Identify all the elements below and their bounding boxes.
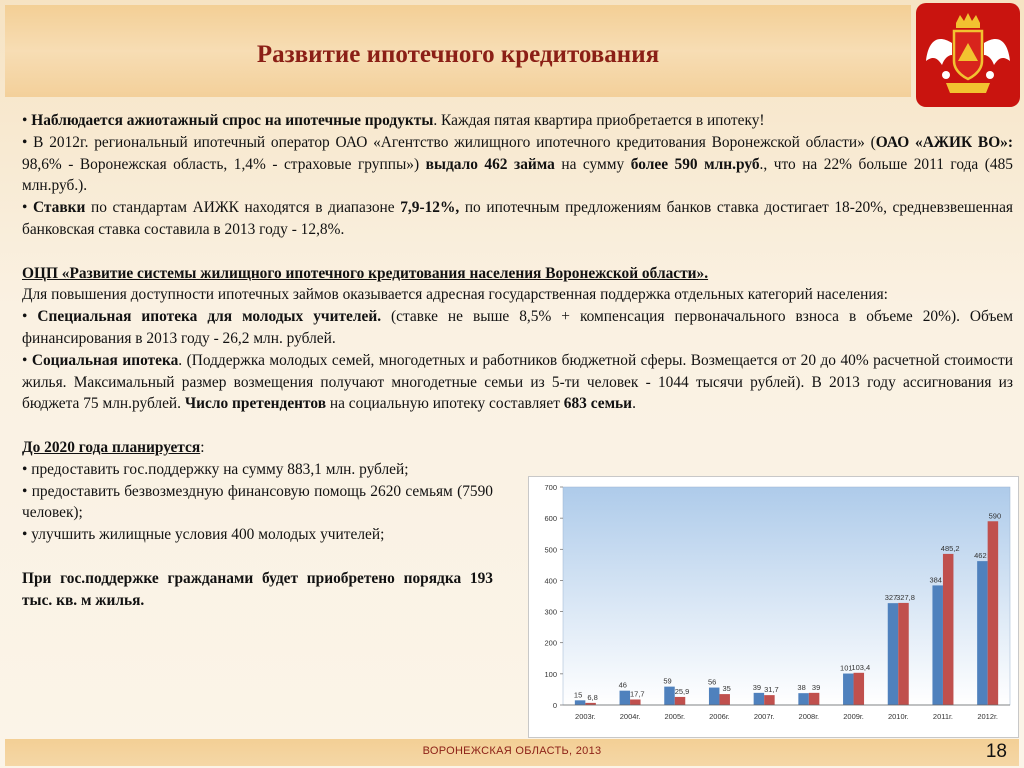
- y-tick-label: 700: [544, 483, 557, 492]
- data-label: 38: [797, 683, 806, 693]
- data-label: 25,9: [674, 686, 690, 696]
- data-label: 327: [884, 593, 898, 603]
- data-label: 59: [663, 676, 672, 686]
- spacer: [22, 415, 493, 437]
- bar-amount: [809, 693, 820, 705]
- paragraph-demand: [22, 110, 1013, 132]
- plan-item-text: предоставить гос.поддержку на сумму 883,1 млн. рублей;: [31, 460, 409, 478]
- bar-amount: [764, 695, 775, 705]
- y-tick-label: 400: [544, 576, 557, 586]
- bar-amount: [988, 521, 999, 705]
- data-label: 384: [929, 575, 942, 585]
- bullet: •: [22, 526, 28, 544]
- bullet: •: [22, 460, 28, 478]
- bar-amount: [898, 603, 909, 705]
- bullet: •: [22, 482, 28, 500]
- x-tick-label: 2006г.: [709, 712, 730, 721]
- data-label: 56: [708, 677, 717, 687]
- data-label: 15: [573, 690, 583, 700]
- bar-amount: [854, 673, 865, 705]
- page-number: 18: [985, 741, 1007, 762]
- y-tick-label: 0: [552, 701, 557, 710]
- paragraph-rates: [22, 197, 1013, 241]
- x-tick-label: 2007г.: [753, 712, 775, 721]
- social-bold-2: Число претендентов: [181, 395, 327, 413]
- operator-text-2: 98,6% - Воронежская область, 1,4% - страховые группы»): [22, 155, 420, 173]
- teachers-text: (ставке не выше 8,5% + компенсация первоначального взноса в объеме 20%). Объем финансирования в 2013 году - 26,2 млн. рублей.: [22, 308, 1013, 347]
- bar-amount: [675, 697, 686, 705]
- data-label: 6,8: [587, 692, 598, 702]
- paragraph-support: Для повышения доступности ипотечных займов оказывается адресная государственная поддержка отдельных категорий населения:: [22, 286, 888, 304]
- social-bold-3: 683 семьи: [563, 395, 633, 413]
- rates-bold-1: Ставки: [33, 199, 86, 217]
- plan-heading-line: [22, 437, 493, 459]
- demand-bold: Наблюдается ажиотажный спрос на ипотечные продукты: [31, 112, 434, 129]
- x-tick-label: 2012г.: [977, 712, 998, 721]
- y-tick-label: 100: [544, 669, 557, 679]
- paragraph-social: [22, 350, 1013, 415]
- voronezh-coat-of-arms-icon: [916, 3, 1020, 107]
- y-tick-label: 300: [544, 607, 557, 617]
- data-label: 31,7: [764, 685, 779, 695]
- bar-loans: [754, 693, 765, 705]
- footer-text: ВОРОНЕЖСКАЯ ОБЛАСТЬ, 2013: [422, 745, 602, 757]
- coat-of-arms-badge: [916, 3, 1020, 107]
- operator-bold-2: выдало 462 займа: [419, 155, 555, 173]
- bar-loans: [843, 674, 854, 705]
- x-tick-label: 2003г.: [575, 712, 596, 721]
- data-label: 39: [811, 682, 821, 692]
- bar-amount: [943, 554, 954, 705]
- bar-amount: [719, 694, 730, 705]
- data-label: 35: [722, 684, 731, 694]
- plan-item: [22, 481, 493, 525]
- data-label: 46: [618, 680, 627, 690]
- x-tick-label: 2008г.: [798, 712, 820, 721]
- paragraph-operator: [22, 132, 1013, 197]
- data-label: 103,4: [851, 662, 871, 672]
- teachers-bold: Специальная ипотека для молодых учителей.: [37, 308, 382, 326]
- bullet: •: [22, 133, 28, 151]
- demand-text: . Каждая пятая квартира приобретается в ипотеку!: [433, 112, 765, 129]
- bar-loans: [798, 693, 809, 705]
- x-tick-label: 2004г.: [619, 712, 641, 721]
- bar-loans: [709, 688, 720, 705]
- bullet: •: [22, 351, 28, 369]
- header-banner: [5, 5, 911, 97]
- y-tick-label: 600: [544, 514, 557, 524]
- bar-loans: [575, 700, 586, 705]
- bar-loans: [664, 687, 675, 705]
- data-label: 39: [752, 682, 762, 692]
- operator-bold-3: более 590 млн.руб: [630, 155, 760, 173]
- bullet: •: [22, 308, 28, 326]
- data-label: 327,8: [896, 592, 915, 602]
- page-title: Развитие ипотечного кредитования: [256, 41, 660, 68]
- rates-text-1: по стандартам АИЖК находятся в диапазоне: [85, 199, 401, 217]
- x-tick-label: 2010г.: [887, 712, 909, 721]
- bullet: •: [22, 112, 28, 129]
- x-tick-label: 2005г.: [664, 712, 686, 721]
- social-text-3: .: [632, 395, 636, 413]
- conclusion: [22, 568, 493, 612]
- data-label: 590: [988, 511, 1002, 521]
- rates-bold-2: 7,9-12%,: [400, 199, 460, 217]
- ocp-heading: ОЦП «Развитие системы жилищного ипотечного кредитования населения Воронежской области».: [22, 264, 709, 282]
- x-tick-label: 2011г.: [932, 712, 953, 721]
- plan-item-text: предоставить безвозмездную финансовую помощь 2620 семьям (7590 человек);: [22, 482, 493, 522]
- chart-canvas: [529, 477, 1018, 737]
- y-tick-label: 500: [544, 545, 557, 555]
- bar-loans: [932, 585, 943, 705]
- data-label: 17,7: [629, 689, 645, 699]
- social-text-2: на социальную ипотеку составляет: [326, 395, 564, 413]
- bar-loans: [888, 603, 899, 705]
- social-text-1: . (Поддержка молодых семей, многодетных и работников бюджетной сферы. Возмещается от 20 до 40% расчетной стоимости жилья. Максимальный размер возмещения получают многодетные семьи из 5-ти человек - 1044 тысячи рублей). В 2013 году ассигнования из бюджета 75 млн.рублей.: [22, 351, 1013, 413]
- social-bold-1: Социальная ипотека: [31, 351, 179, 369]
- plan-section: [22, 415, 493, 611]
- rates-text-2: по ипотечным предложениям банков ставка достигает 18-20%, средневзвешенная банковская ставка составила в 2013 году - 12,8%.: [22, 199, 1013, 238]
- data-label: 101: [840, 663, 853, 673]
- bar-loans: [977, 561, 988, 705]
- mortgage-chart: [528, 476, 1019, 738]
- bar-amount: [630, 699, 641, 705]
- data-label: 485,2: [940, 543, 960, 553]
- paragraph-teachers: [22, 306, 1013, 350]
- bar-loans: [620, 691, 631, 705]
- spacer: [22, 241, 1013, 263]
- conclusion-text: При гос.поддержке гражданами будет приобретено порядка 193 тыс. кв. м жилья.: [22, 569, 493, 609]
- operator-text-3: на сумму: [554, 155, 631, 173]
- bullet: •: [22, 199, 28, 217]
- y-tick-label: 200: [544, 638, 557, 648]
- plan-item: [22, 524, 493, 546]
- plan-heading: До 2020 года планируется: [22, 438, 201, 456]
- x-tick-label: 2009г.: [843, 712, 864, 721]
- plan-colon: :: [200, 438, 205, 456]
- spacer: [22, 546, 493, 568]
- operator-text-1: В 2012г. региональный ипотечный оператор ОАО «Агентство жилищного ипотечного кредитования Воронежской области» (: [33, 133, 876, 151]
- footer-bar: [5, 739, 1019, 766]
- data-label: 462: [974, 551, 987, 561]
- plan-item-text: улучшить жилищные условия 400 молодых учителей;: [31, 526, 385, 544]
- operator-text-4: ., что на 22% больше 2011 года (485 млн.руб.).: [22, 155, 1013, 195]
- plan-item: [22, 459, 493, 481]
- operator-bold-1: ОАО «АЖИК ВО»:: [875, 133, 1013, 151]
